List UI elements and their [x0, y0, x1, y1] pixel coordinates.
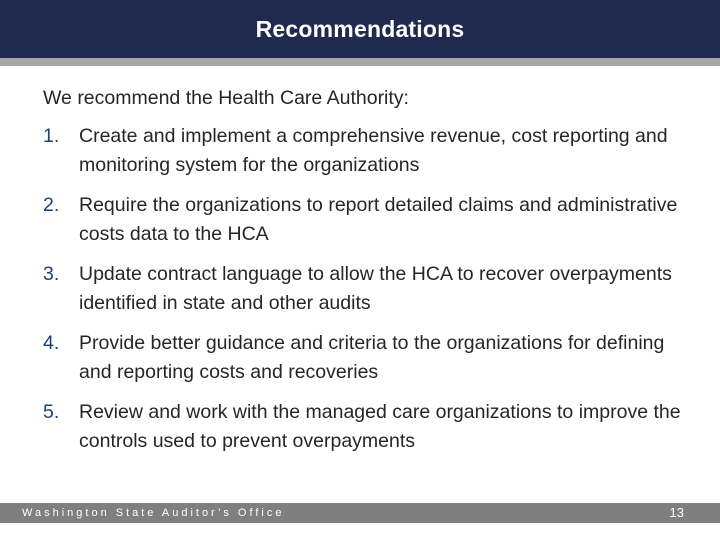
recommendation-number: 1. [43, 125, 60, 147]
recommendation-item [43, 191, 683, 249]
footer-organization: Washington State Auditor’s Office [22, 507, 285, 519]
slide-content [43, 84, 683, 467]
recommendation-number: 5. [43, 401, 60, 423]
recommendation-text: Require the organizations to report detailed claims and administrative costs data to the HCA [79, 194, 678, 245]
title-underbar [0, 58, 720, 66]
recommendation-text: Review and work with the managed care organizations to improve the controls used to prevent overpayments [79, 401, 681, 452]
recommendation-number: 2. [43, 194, 60, 216]
footer-bar [0, 503, 720, 523]
recommendation-text: Provide better guidance and criteria to the organizations for defining and reporting costs and recoveries [79, 332, 665, 383]
recommendation-item [43, 122, 683, 180]
recommendation-number: 4. [43, 332, 60, 354]
title-bar [0, 0, 720, 58]
slide-title: Recommendations [255, 15, 465, 42]
recommendation-item [43, 398, 683, 456]
intro-text: We recommend the Health Care Authority: [43, 87, 409, 109]
recommendation-item [43, 329, 683, 387]
recommendation-number: 3. [43, 263, 60, 285]
recommendation-list [43, 122, 683, 456]
recommendation-text: Update contract language to allow the HCA to recover overpayments identified in state and other audits [79, 263, 672, 314]
recommendation-item [43, 260, 683, 318]
page-number: 13 [669, 505, 684, 520]
recommendation-text: Create and implement a comprehensive revenue, cost reporting and monitoring system for the organizations [79, 125, 668, 176]
